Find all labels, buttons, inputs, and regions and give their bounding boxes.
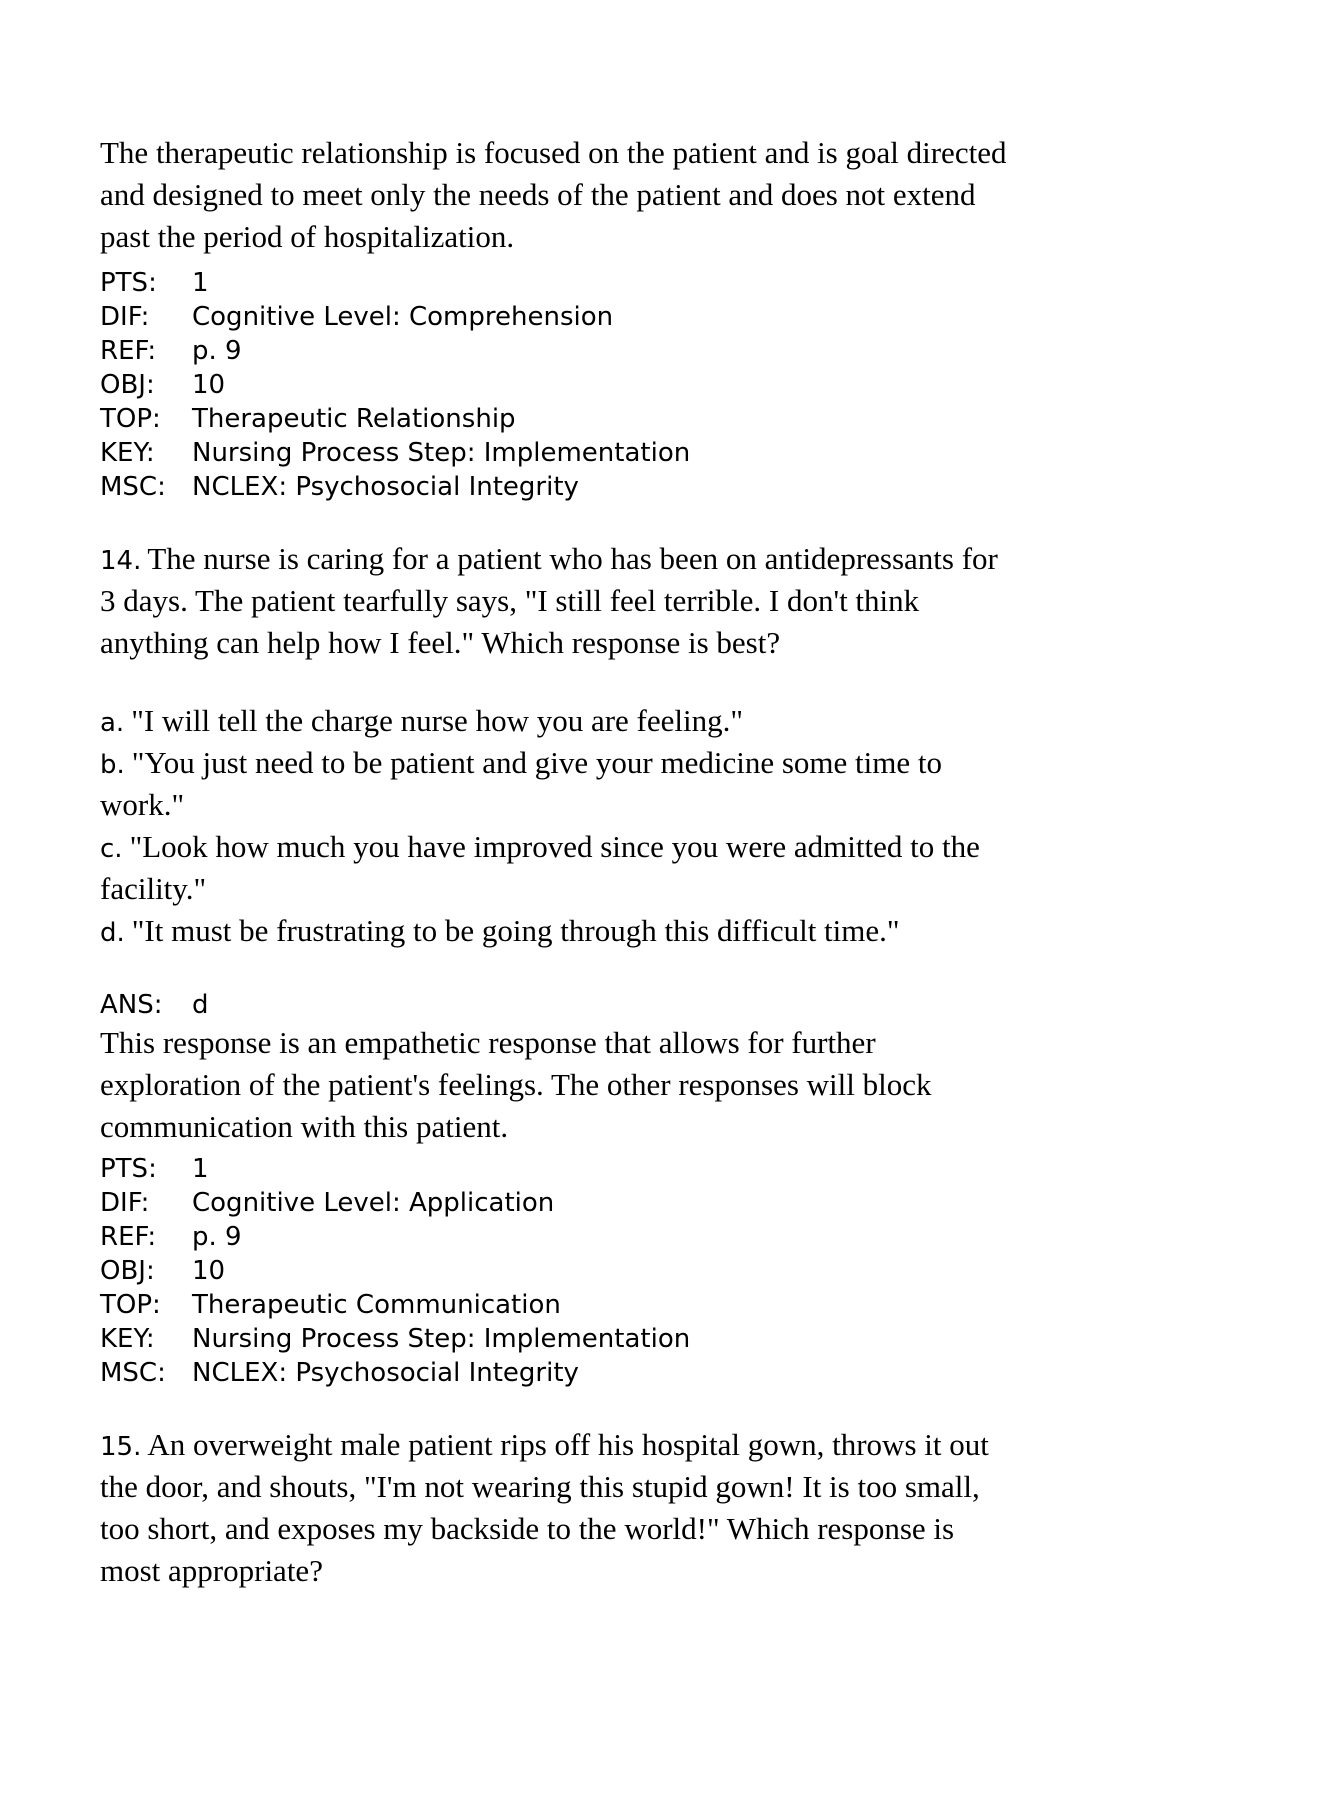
option-a bbox=[100, 700, 1220, 742]
answer-value: d bbox=[192, 990, 209, 1020]
metadata-value: 10 bbox=[192, 1256, 226, 1286]
metadata-label: KEY: bbox=[100, 438, 155, 468]
metadata-row-obj bbox=[100, 368, 1220, 402]
option-text: "I will tell the charge nurse how you are feeling." bbox=[131, 703, 744, 738]
metadata-value: Nursing Process Step: Implementation bbox=[192, 1324, 691, 1354]
option-text: "You just need to be patient and give your medicine some time to bbox=[131, 745, 942, 780]
metadata-value: p. 9 bbox=[192, 1222, 242, 1252]
answer-row bbox=[100, 988, 1220, 1022]
metadata-row-pts bbox=[100, 266, 1220, 300]
option-letter: a. bbox=[100, 708, 125, 738]
text-line bbox=[100, 538, 1220, 580]
question-15-stem bbox=[100, 1424, 1220, 1592]
metadata-label: OBJ: bbox=[100, 370, 155, 400]
metadata-row-ref bbox=[100, 1220, 1220, 1254]
metadata-label: PTS: bbox=[100, 268, 157, 298]
option-b bbox=[100, 742, 1220, 784]
metadata-value: 1 bbox=[192, 1154, 209, 1184]
metadata-label: MSC: bbox=[100, 1358, 166, 1388]
metadata-label: OBJ: bbox=[100, 1256, 155, 1286]
option-text: "Look how much you have improved since you were admitted to the bbox=[129, 829, 980, 864]
question-14-answer bbox=[100, 988, 1220, 1022]
text-line bbox=[100, 1424, 1220, 1466]
question-15-number: 15. bbox=[100, 1432, 142, 1462]
metadata-value: Cognitive Level: Comprehension bbox=[192, 302, 614, 332]
metadata-block-previous bbox=[100, 266, 1220, 504]
metadata-label: TOP: bbox=[100, 404, 161, 434]
answer-label: ANS: bbox=[100, 990, 163, 1020]
text-line: most appropriate? bbox=[100, 1553, 323, 1588]
question-14-options bbox=[100, 700, 1220, 952]
metadata-label: PTS: bbox=[100, 1154, 157, 1184]
metadata-value: Therapeutic Relationship bbox=[192, 404, 516, 434]
metadata-value: 1 bbox=[192, 268, 209, 298]
text-line: anything can help how I feel." Which response is best? bbox=[100, 625, 781, 660]
metadata-label: REF: bbox=[100, 336, 157, 366]
metadata-label: DIF: bbox=[100, 302, 150, 332]
metadata-row-top bbox=[100, 402, 1220, 436]
metadata-value: NCLEX: Psychosocial Integrity bbox=[192, 472, 579, 502]
metadata-row-msc bbox=[100, 1356, 1220, 1390]
option-letter: b. bbox=[100, 750, 125, 780]
question-14-stem bbox=[100, 538, 1220, 664]
metadata-row-key bbox=[100, 1322, 1220, 1356]
text-line: 3 days. The patient tearfully says, "I still feel terrible. I don't think bbox=[100, 583, 920, 618]
metadata-value: 10 bbox=[192, 370, 226, 400]
option-letter: c. bbox=[100, 834, 123, 864]
text-line: past the period of hospitalization. bbox=[100, 219, 515, 254]
text-line: exploration of the patient's feelings. The other responses will block bbox=[100, 1067, 932, 1102]
option-d bbox=[100, 910, 1220, 952]
metadata-row-dif bbox=[100, 1186, 1220, 1220]
metadata-label: TOP: bbox=[100, 1290, 161, 1320]
text-line: and designed to meet only the needs of the patient and does not extend bbox=[100, 177, 976, 212]
metadata-row-ref bbox=[100, 334, 1220, 368]
option-b-continuation: work." bbox=[100, 787, 185, 822]
text-line: The therapeutic relationship is focused on the patient and is goal directed bbox=[100, 135, 1007, 170]
text-line: This response is an empathetic response that allows for further bbox=[100, 1025, 876, 1060]
option-letter: d. bbox=[100, 918, 125, 948]
question-14-rationale bbox=[100, 1022, 1220, 1148]
metadata-value: NCLEX: Psychosocial Integrity bbox=[192, 1358, 579, 1388]
metadata-block-question-14 bbox=[100, 1152, 1220, 1390]
metadata-label: REF: bbox=[100, 1222, 157, 1252]
option-c bbox=[100, 826, 1220, 868]
metadata-value: Cognitive Level: Application bbox=[192, 1188, 555, 1218]
question-14-number: 14. bbox=[100, 546, 142, 576]
previous-answer-rationale bbox=[100, 132, 1220, 258]
metadata-label: KEY: bbox=[100, 1324, 155, 1354]
text-line: communication with this patient. bbox=[100, 1109, 509, 1144]
metadata-row-dif bbox=[100, 300, 1220, 334]
question-text: An overweight male patient rips off his hospital gown, throws it out bbox=[147, 1427, 989, 1462]
metadata-row-pts bbox=[100, 1152, 1220, 1186]
option-text: "It must be frustrating to be going through this difficult time." bbox=[131, 913, 900, 948]
text-line: the door, and shouts, "I'm not wearing this stupid gown! It is too small, bbox=[100, 1469, 980, 1504]
question-text: The nurse is caring for a patient who has been on antidepressants for bbox=[147, 541, 998, 576]
option-c-continuation: facility." bbox=[100, 871, 207, 906]
metadata-label: DIF: bbox=[100, 1188, 150, 1218]
metadata-value: Nursing Process Step: Implementation bbox=[192, 438, 691, 468]
metadata-row-msc bbox=[100, 470, 1220, 504]
metadata-value: Therapeutic Communication bbox=[192, 1290, 561, 1320]
metadata-label: MSC: bbox=[100, 472, 166, 502]
metadata-row-obj bbox=[100, 1254, 1220, 1288]
text-line: too short, and exposes my backside to the world!" Which response is bbox=[100, 1511, 955, 1546]
metadata-row-key bbox=[100, 436, 1220, 470]
metadata-row-top bbox=[100, 1288, 1220, 1322]
metadata-value: p. 9 bbox=[192, 336, 242, 366]
